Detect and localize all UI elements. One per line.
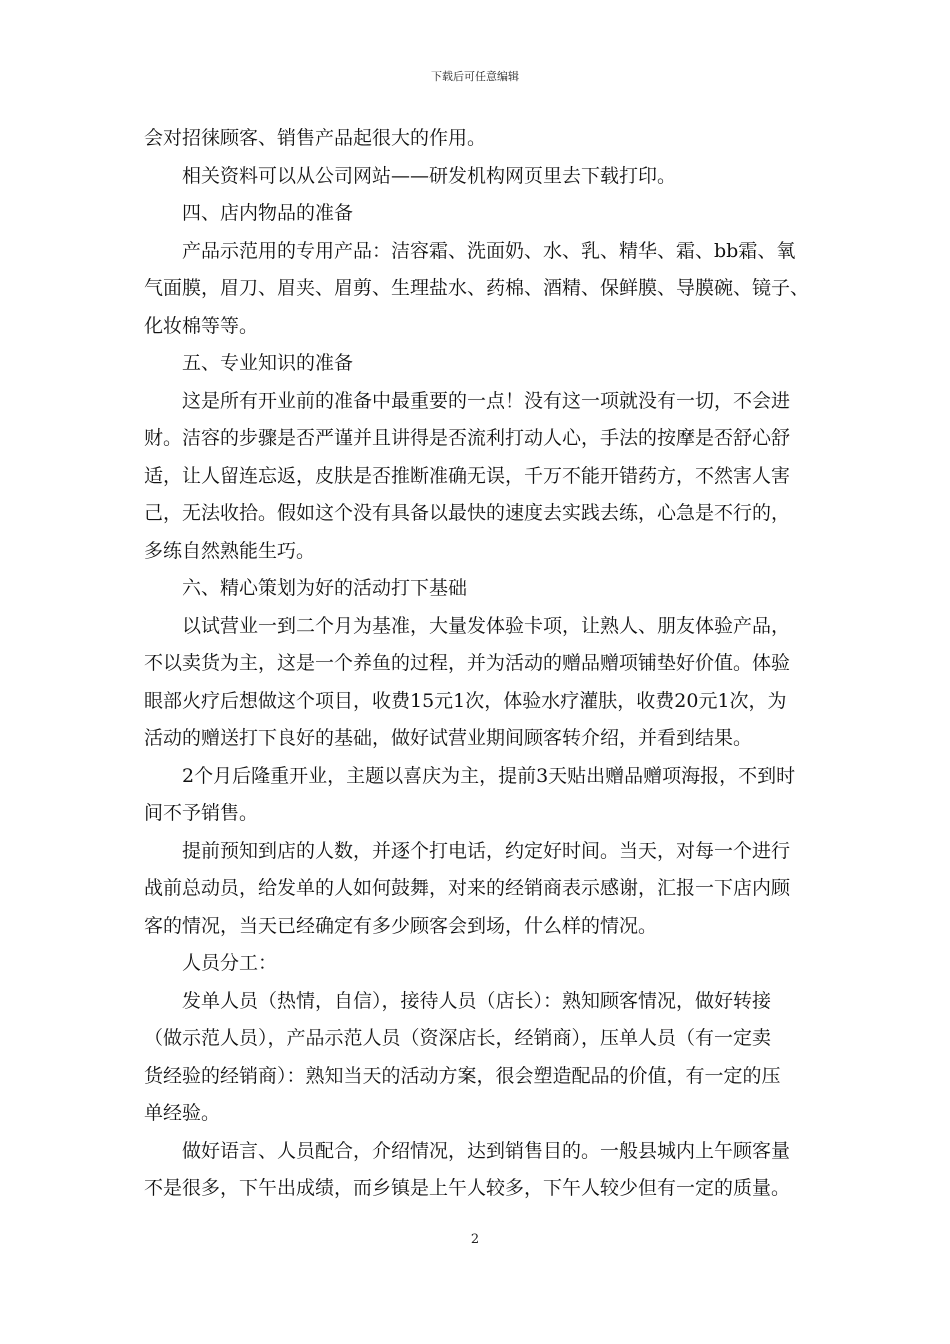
text-line: 2个月后隆重开业，主题以喜庆为主，提前3天贴出赠品赠项海报，不到时 xyxy=(182,764,796,787)
text-line: 这是所有开业前的准备中最重要的一点！没有这一项就没有一切，不会进 xyxy=(182,389,791,412)
text-line: 战前总动员，给发单的人如何鼓舞，对来的经销商表示感谢，汇报一下店内顾 xyxy=(144,877,791,899)
text-line: 活动的赠送打下良好的基础，做好试营业期间顾客转介绍，并看到结果。 xyxy=(144,727,753,749)
text-line: 发单人员（热情，自信），接待人员（店长）：熟知顾客情况，做好转接 xyxy=(182,989,772,1012)
text-line: 不以卖货为主，这是一个养鱼的过程，并为活动的赠品赠项铺垫好价值。体验 xyxy=(144,652,791,674)
text-line: 会对招徕顾客、销售产品起很大的作用。 xyxy=(144,127,487,149)
page-header: 下载后可任意编辑 xyxy=(431,70,519,83)
text-line: 货经验的经销商）：熟知当天的活动方案，很会塑造配品的价值，有一定的压 xyxy=(144,1064,781,1087)
section-heading: 五、专业知识的准备 xyxy=(182,352,354,374)
text-line: 财。洁容的步骤是否严谨并且讲得是否流利打动人心，手法的按摩是否舒心舒 xyxy=(144,427,791,449)
text-line: 做好语言、人员配合，介绍情况，达到销售目的。一般县城内上午顾客量 xyxy=(182,1139,791,1162)
text-line: 眼部火疗后想做这个项目，收费15元1次，体验水疗灌肤，收费20元1次，为 xyxy=(144,689,787,712)
text-line: 相关资料可以从公司网站——研发机构网页里去下载打印。 xyxy=(182,164,677,187)
text-line: 己，无法收拾。假如这个没有具备以最快的速度去实践去练，心急是不行的， xyxy=(144,502,791,524)
section-heading: 六、精心策划为好的活动打下基础 xyxy=(182,577,468,599)
text-line: 间不予销售。 xyxy=(144,802,259,824)
text-line: 单经验。 xyxy=(144,1102,221,1124)
text-line: 提前预知到店的人数，并逐个打电话，约定好时间。当天，对每一个进行 xyxy=(182,839,791,862)
text-line: 人员分工： xyxy=(182,952,278,974)
text-line: 适，让人留连忘返，皮肤是否推断准确无误，千万不能开错药方，不然害人害 xyxy=(144,464,791,487)
text-line: 以试营业一到二个月为基准，大量发体验卡项，让熟人、朋友体验产品， xyxy=(182,614,791,637)
text-line: 多练自然熟能生巧。 xyxy=(144,539,316,562)
text-line: （做示范人员），产品示范人员（资深店长，经销商），压单人员（有一定卖 xyxy=(144,1027,772,1049)
text-line: 产品示范用的专用产品：洁容霜、洗面奶、水、乳、精华、霜、bb霜、氧 xyxy=(182,239,796,262)
text-line: 不是很多，下午出成绩，而乡镇是上午人较多，下午人较少但有一定的质量。 xyxy=(144,1177,791,1199)
text-line: 气面膜，眉刀、眉夹、眉剪、生理盐水、药棉、酒精、保鲜膜、导膜碗、镜子、 xyxy=(144,277,810,299)
section-heading: 四、店内物品的准备 xyxy=(182,202,354,224)
page-number: 2 xyxy=(470,1232,480,1247)
text-line: 客的情况，当天已经确定有多少顾客会到场，什么样的情况。 xyxy=(144,914,658,937)
text-line: 化妆棉等等。 xyxy=(144,314,259,337)
document-body xyxy=(144,120,808,1208)
